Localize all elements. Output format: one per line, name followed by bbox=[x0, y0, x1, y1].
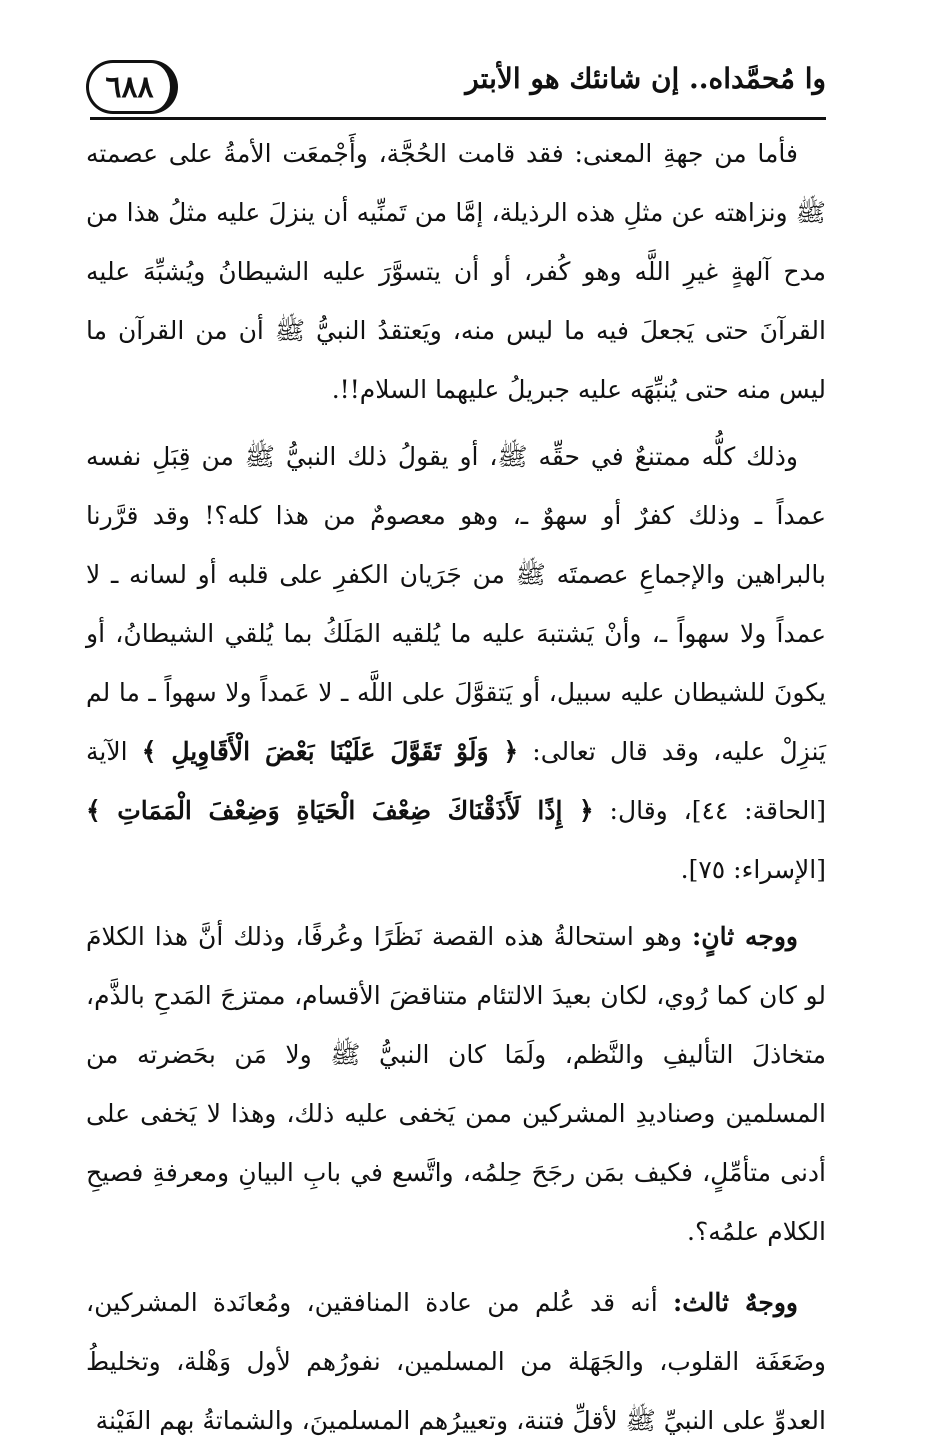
verse-2-reference: [الإسراء: ٧٥]. bbox=[680, 855, 826, 884]
paragraph-4-text: أنه قد عُلم من عادة المنافقين، ومُعانَدة المشركين، وضَعَفَة القلوب، والجَهَلة من المسلمين، نفورُهم لأول وَهْلة، وتخليطُ العدوِّ على النبيِّ ﷺ لأقلِّ فتنة، وتعييرُهم المسلمينَ، والشماتةُ بهم الفَيْنة bbox=[86, 1288, 826, 1435]
body-text bbox=[86, 124, 826, 1450]
verse-1-reference: الآية [الحاقة: ٤٤]، bbox=[86, 737, 827, 825]
quran-verse-1: ﴿ وَلَوْ تَقَوَّلَ عَلَيْنَا بَعْضَ الْأَقَاوِيلِ ﴾ bbox=[141, 737, 519, 766]
paragraph-3-lead: ووجه ثانٍ: bbox=[692, 922, 798, 951]
page-number: ٦٨٨ bbox=[86, 60, 178, 114]
paragraph-2 bbox=[86, 427, 826, 899]
paragraph-2-continuation: وقال: bbox=[609, 796, 668, 825]
quran-verse-2: ﴿ إِذًا لَأَذَقْنَاكَ ضِعْفَ الْحَيَاةِ وَضِعْفَ الْمَمَاتِ ﴾ bbox=[86, 796, 594, 825]
paragraph-3-text: وهو استحالةُ هذه القصة نَظَرًا وعُرفًا، وذلك أنَّ هذا الكلامَ لو كان كما رُوي، لكان بعيدَ الالتئام متناقضَ الأقسام، ممتزجَ المَدحِ بالذَّم، متخاذلَ التأليفِ والنَّظم، ولَمَا كان النبيُّ ﷺ ولا مَن بحَضرته من المسلمين وصناديدِ المشركين ممن يَخفى عليه ذلك، وهذا لا يَخفى على أدنى متأمِّلٍ، فكيف بمَن رجَحَ حِلمُه، واتَّسع في بابِ البيانِ ومعرفةِ فصيحِ الكلام علمُه؟. bbox=[86, 922, 826, 1246]
paragraph-3 bbox=[86, 907, 826, 1261]
paragraph-4-lead: ووجهٌ ثالث: bbox=[672, 1288, 798, 1317]
paragraph-4 bbox=[86, 1273, 826, 1450]
running-title: وا مُحمَّداه.. إن شانئك هو الأبتر bbox=[465, 62, 826, 95]
paragraph-1: فأما من جهةِ المعنى: فقد قامت الحُجَّة، وأَجْمعَت الأمةُ على عصمته ﷺ ونزاهته عن مثلِ هذه الرذيلة، إمَّا من تَمنِّيه أن ينزلَ عليه مثلُ هذا من مدح آلهةٍ غيرِ اللَّه وهو كُفر، أو أن يتسوَّرَ عليه الشيطانُ ويُشبِّهَ عليه القرآنَ حتى يَجعلَ فيه ما ليس منه، ويَعتقدُ النبيُّ ﷺ أن من القرآن ما ليس منه حتى يُنبِّهَه عليه جبريلُ عليهما السلام!!. bbox=[86, 139, 826, 404]
paragraph-2-text: وذلك كلُّه ممتنعٌ في حقِّه ﷺ، أو يقولُ ذلك النبيُّ ﷺ من قِبَلِ نفسه عمداً ـ وذلك كفرٌ أو سهوٌ ـ، وهو معصومٌ من هذا كله؟! وقد قرَّرنا بالبراهين والإجماعِ عصمتَه ﷺ من جَرَيان الكفرِ على قلبه أو لسانه ـ لا عمداً ولا سهواً ـ، وأنْ يَشتبهَ عليه ما يُلقيه المَلَكُ بما يُلقي الشيطانُ، أو يكونَ للشيطان عليه سبيل، أو يَتقوَّلَ على اللَّه ـ لا عَمداً ولا سهواً ـ ما لم يَنزِلْ عليه، وقد قال تعالى: bbox=[86, 442, 826, 766]
header-rule bbox=[90, 117, 826, 120]
page-header bbox=[86, 58, 826, 122]
